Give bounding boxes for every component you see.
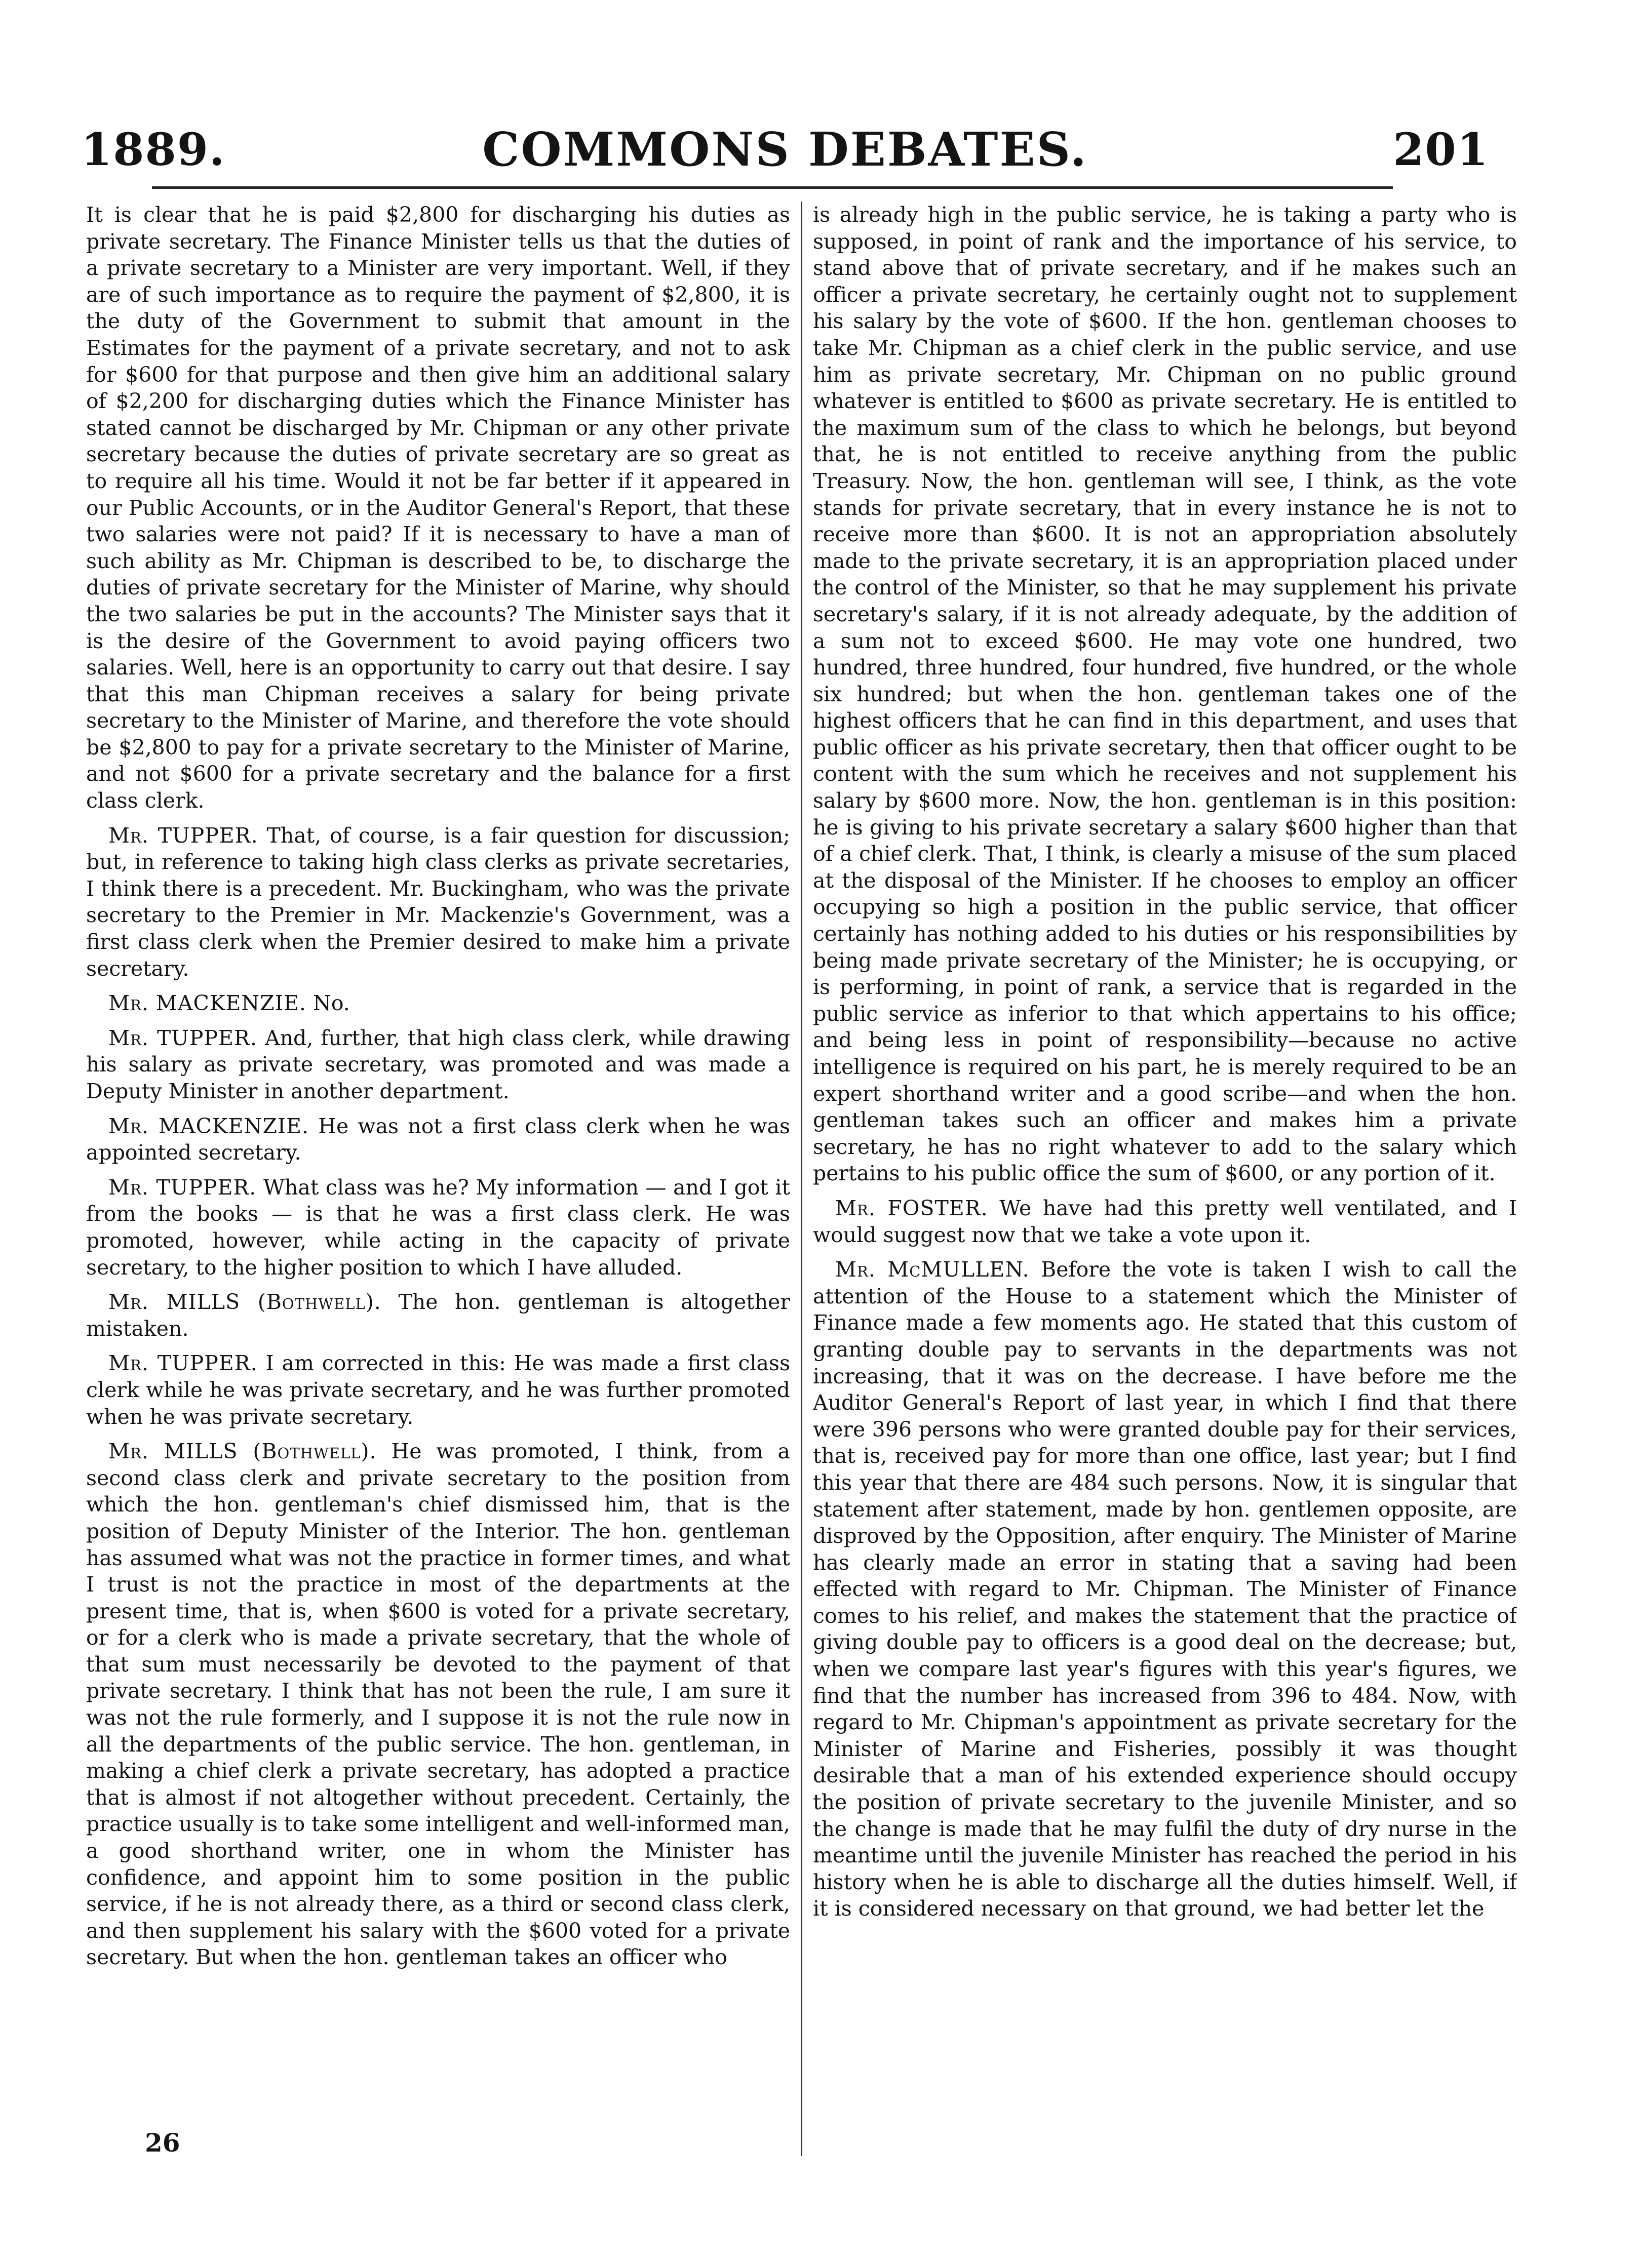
speaker-name: Mr. McMULLEN.	[835, 1257, 1030, 1282]
header-year: 1889.	[81, 123, 226, 176]
speaker-name: Mr. TUPPER.	[108, 1351, 258, 1376]
left-column	[86, 202, 790, 2176]
paragraph-text: He was promoted, I think, from a second class clerk and private secretary to the position from which the hon. gentleman's chief dismissed him, that is the position of Deputy Minister of the Interior. The hon. gentleman has assumed what was not the practice in former times, and what I trust is not the practice in most of the departments at the present time, that is, when $600 is voted for a private secretary, or for a clerk who is made a private secretary, that the whole of that sum must necessarily be devoted to the payment of that private secretary. I think that has not been the rule, I am sure it was not the rule formerly, and I suppose it is not the rule now in all the departments of the public service. The hon. gentleman, in making a chief clerk a private secretary, has adopted a practice that is almost if not altogether without precedent. Certainly, the practice usually is to take some intelligent and well-informed man, a good shorthand writer, one in whom the Minister has confidence, and appoint him to some position in the public service, if he is not already there, as a third or second class clerk, and then supplement his salary with the $600 voted for a private secretary. But when the hon. gentleman takes an officer who	[86, 1439, 790, 1970]
paragraph	[86, 1350, 790, 1430]
header-title: COMMONS DEBATES.	[482, 122, 1088, 177]
paragraph	[86, 1174, 790, 1281]
paragraph-text: The hon. gentleman is altogether mistaken.	[86, 1290, 790, 1341]
paragraph-text: That, of course, is a fair question for discussion; but, in reference to taking high class clerks as private secretaries, I think there is a precedent. Mr. Buckingham, who was the private secretary to the Premier in Mr. Mackenzie's Government, was a first class clerk when the Premier desired to make him a private secretary.	[86, 823, 790, 981]
speaker-name: Mr. MACKENZIE.	[108, 1113, 309, 1138]
column-divider	[801, 202, 802, 2156]
paragraph	[813, 202, 1517, 1187]
paragraph	[813, 1195, 1517, 1248]
paragraph-text: He was not a first class clerk when he was appointed secretary.	[86, 1113, 790, 1165]
paragraph	[813, 1256, 1517, 1922]
paragraph-text: is already high in the public service, he is taking a party who is supposed, in point of rank and the importance of his service, to stand above that of private secretary, and if he makes such an officer a private secretary, he certainly ought not to supplement his salary by the vote of $600. If the hon. gentleman chooses to take Mr. Chipman as a chief clerk in the public service, and use him as private secretary, Mr. Chipman on no public ground whatever is entitled to $600 as private secretary. He is entitled to the maximum sum of the class to which he belongs, but beyond that, he is not entitled to receive anything from the public Treasury. Now, the hon. gentleman will see, I think, as the vote stands for private secretary, that in every instance he is not to receive more than $600. It is not an appropriation absolutely made to the private secretary, it is an appropriation placed under the control of the Minister, so that he may supplement his private secretary's salary, if it is not already adequate, by the addition of a sum not to exceed $600. He may vote one hundred, two hundred, three hundred, four hundred, five hundred, or the whole six hundred; but when the hon. gentleman takes one of the highest officers that he can find in this department, and uses that public officer as his private secretary, then that officer ought to be content with the sum which he receives and not supplement his salary by $600 more. Now, the hon. gentleman is in this position: he is giving to his private secretary a salary $600 higher than that of a chief clerk. That, I think, is clearly a misuse of the sum placed at the disposal of the Minister. If he chooses to employ an officer occupying so high a position in the public service, that officer certainly has nothing added to his duties or his responsibilities by being made private secretary of the Minister; he is occupying, or is performing, in point of rank, a service that is regarded in the public service as inferior to that which appertains to his office; and being less in point of responsibility—because no active intelligence is required on his part, he is merely required to be an expert shorthand writer and a good scribe—and when the hon. gentleman takes such an officer and makes him a private secretary, he has no right whatever to add to the salary which pertains to his public office the sum of $600, or any portion of it.	[813, 203, 1517, 1186]
paragraph	[86, 202, 790, 814]
paragraph	[86, 822, 790, 982]
speaker-name: Mr. TUPPER.	[108, 1175, 257, 1200]
speaker-name: Mr. MILLS (Bothwell).	[108, 1439, 377, 1464]
paragraph-text: We have had this pretty well ventilated, and I would suggest now that we take a vote upon it.	[813, 1196, 1517, 1247]
speaker-name: Mr. TUPPER.	[108, 1025, 257, 1050]
right-column	[813, 202, 1517, 2176]
speaker-name: Mr. MACKENZIE.	[108, 991, 306, 1016]
speaker-name: Mr. MILLS (Bothwell).	[108, 1290, 381, 1315]
header-page-number: 201	[1393, 123, 1489, 176]
speaker-name: Mr. FOSTER.	[835, 1196, 988, 1220]
paragraph-text: It is clear that he is paid $2,800 for discharging his duties as private secretary. The Finance Minister tells us that the duties of a private secretary to a Minister are very important. Well, if they are of such importance as to require the payment of $2,800, it is the duty of the Government to submit that amount in the Estimates for the payment of a private secretary, and not to ask for $600 for that purpose and then give him an additional salary of $2,200 for discharging duties which the Finance Minister has stated cannot be discharged by Mr. Chipman or any other private secretary because the duties of private secretary are so great as to require all his time. Would it not be far better if it appeared in our Public Accounts, or in the Auditor General's Report, that these two salaries were not paid? If it is necessary to have a man of such ability as Mr. Chipman is described to be, to discharge the duties of private secretary for the Minister of Marine, why should the two salaries be put in the accounts? The Minister says that it is the desire of the Government to avoid paying officers two salaries. Well, here is an opportunity to carry out that desire. I say that this man Chipman receives a salary for being private secretary to the Minister of Marine, and therefore the vote should be $2,800 to pay for a private secretary to the Minister of Marine, and not $600 for a private secretary and the balance for a first class clerk.	[86, 203, 790, 813]
paragraph-text: No.	[313, 991, 350, 1016]
paragraph	[86, 1025, 790, 1105]
signature-mark: 26	[145, 2128, 180, 2158]
paragraph	[86, 990, 790, 1017]
paragraph	[86, 1438, 790, 1971]
paragraph-text: Before the vote is taken I wish to call the attention of the House to a statement which the Minister of Finance made a few moments ago. He stated that this custom of granting double pay to servants in the departments was not increasing, that it was on the decrease. I have before me the Auditor General's Report of last year, in which I find that there were 396 persons who were granted double pay for their services, that is, received pay for more than one office, last year; but I find this year that there are 484 such persons. Now, it is singular that statement after statement, made by hon. gentlemen opposite, are disproved by the Opposition, after enquiry. The Minister of Marine has clearly made an error in stating that a saving had been effected with regard to Mr. Chipman. The Minister of Finance comes to his relief, and makes the statement that the practice of giving double pay to officers is a good deal on the decrease; but, when we compare last year's figures with this year's figures, we find that the number has increased from 396 to 484. Now, with regard to Mr. Chipman's appointment as private secretary for the Minister of Marine and Fisheries, possibly it was thought desirable that a man of his extended experience should occupy the position of private secretary to the juvenile Minister, and so the change is made that he may fulfil the duty of dry nurse in the meantime until the juvenile Minister has reached the period in his history when he is able to discharge all the duties himself. Well, if it is considered necessary on that ground, we had better let the	[813, 1257, 1517, 1921]
paragraph	[86, 1289, 790, 1342]
page-header	[81, 120, 1489, 179]
paragraph-text: I am corrected in this: He was made a first class clerk while he was private secretary, and he was further promoted when he was private secretary.	[86, 1351, 790, 1429]
header-rule	[152, 186, 1393, 189]
speaker-name: Mr. TUPPER.	[108, 823, 258, 848]
paragraph-text: What class was he? My information — and I got it from the books — is that he was a first class clerk. He was promoted, however, while acting in the capacity of private secretary, to the higher position to which I have alluded.	[86, 1175, 790, 1280]
paragraph	[86, 1113, 790, 1166]
paragraph-text: And, further, that high class clerk, while drawing his salary as private secretary, was promoted and was made a Deputy Minister in another department.	[86, 1025, 790, 1103]
